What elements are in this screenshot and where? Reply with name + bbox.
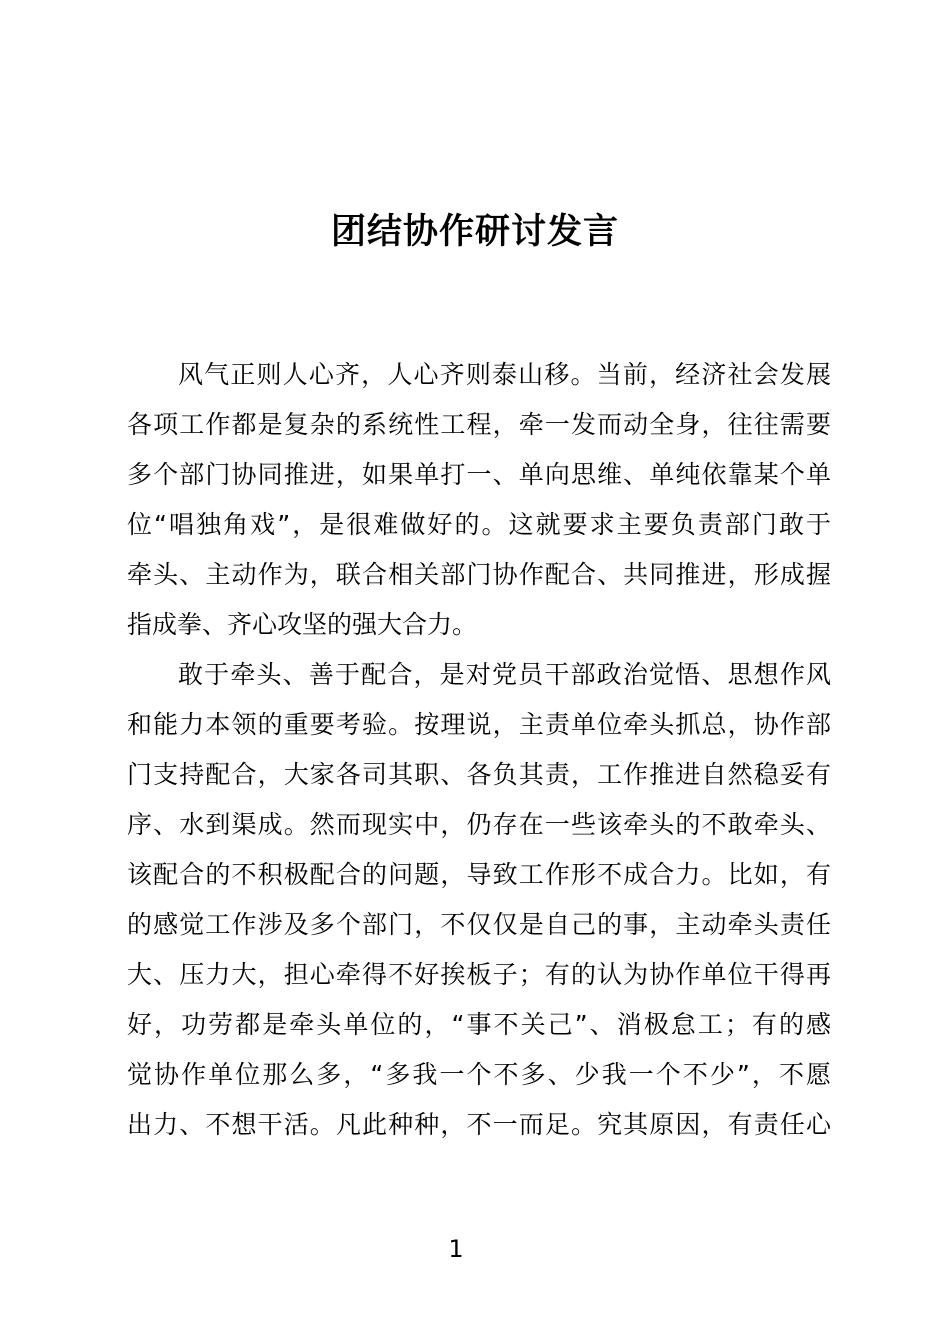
paragraph-line: 多个部门协同推进，如果单打一、单向思维、单纯依靠某个单 (127, 460, 831, 489)
paragraph-line: 觉协作单位那么多，“多我一个不多、少我一个不少”，不愿 (127, 1060, 831, 1089)
paragraph-line: 敢于牵头、善于配合，是对党员干部政治觉悟、思想作风 (178, 660, 831, 689)
document-title: 团结协作研讨发言 (330, 212, 619, 252)
paragraph-line: 风气正则人心齐，人心齐则泰山移。当前，经济社会发展 (178, 360, 831, 389)
paragraph-line: 好，功劳都是牵头单位的，“事不关己”、消极怠工；有的感 (127, 1010, 831, 1039)
paragraph (127, 350, 831, 650)
page-number: 1 (448, 1235, 464, 1263)
paragraph (127, 650, 831, 1150)
paragraph-line: 和能力本领的重要考验。按理说，主责单位牵头抓总，协作部 (127, 710, 831, 739)
paragraph-line: 位“唱独角戏”，是很难做好的。这就要求主要负责部门敢于 (127, 510, 831, 539)
paragraph-line: 出力、不想干活。凡此种种，不一而足。究其原因，有责任心 (127, 1110, 831, 1139)
document-body (127, 350, 831, 1150)
paragraph-line: 各项工作都是复杂的系统性工程，牵一发而动全身，往往需要 (127, 410, 831, 439)
paragraph-line: 大、压力大，担心牵得不好挨板子；有的认为协作单位干得再 (127, 960, 831, 989)
paragraph-line: 该配合的不积极配合的问题，导致工作形不成合力。比如，有 (127, 860, 831, 889)
paragraph-line: 指成拳、齐心攻坚的强大合力。 (127, 610, 478, 639)
paragraph-line: 门支持配合，大家各司其职、各负其责，工作推进自然稳妥有 (127, 760, 831, 789)
paragraph-line: 牵头、主动作为，联合相关部门协作配合、共同推进，形成握 (127, 560, 831, 589)
paragraph-line: 的感觉工作涉及多个部门，不仅仅是自己的事，主动牵头责任 (127, 910, 831, 939)
paragraph-line: 序、水到渠成。然而现实中，仍存在一些该牵头的不敢牵头、 (127, 810, 831, 839)
